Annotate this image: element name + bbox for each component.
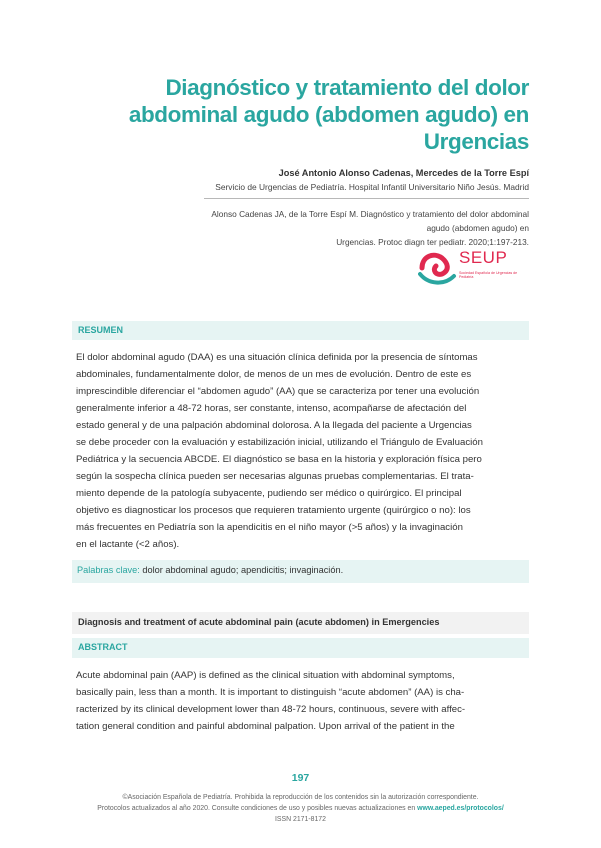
- page-number: 197: [291, 772, 310, 784]
- footer-update-text: Protocolos actualizados al año 2020. Consulte condiciones de uso y posibles nuevas actualizaciones en: [97, 805, 418, 812]
- keywords-label: Palabras clave:: [77, 565, 140, 575]
- resumen-heading: RESUMEN: [72, 321, 529, 340]
- resumen-line: en el lactante (<2 años).: [76, 539, 180, 550]
- abstract-line: tation general condition and painful abdominal palpation. Upon arrival of the patient in the: [76, 721, 455, 732]
- abstract-line: racterized by its clinical development lower than 48-72 hours, continuous, severe with affec-: [76, 704, 466, 715]
- affiliation: Servicio de Urgencias de Pediatría. Hospital Infantil Universitario Niño Jesús. Madrid: [215, 182, 529, 192]
- abstract-band: [72, 638, 529, 658]
- title-line: abdominal agudo (abdomen agudo) en: [128, 102, 529, 127]
- article-title: [89, 74, 529, 155]
- header-divider: [204, 198, 529, 199]
- footer-update: [0, 805, 601, 812]
- resumen-line: imprescindible diferenciar el “abdomen agudo” (AA) que se caracteriza por tener una evolución: [76, 386, 480, 397]
- resumen-line: se debe proceder con la evaluación y estabilización inicial, utilizando el Triángulo de Evaluación: [76, 437, 483, 448]
- resumen-section: [72, 321, 529, 340]
- title-line: Diagnóstico y tratamiento del dolor: [165, 75, 529, 100]
- resumen-line: estado general y de una palpación abdominal dolorosa. A la llegada del paciente a Urgencias: [76, 420, 472, 431]
- keywords-text: dolor abdominal agudo; apendicitis; invaginación.: [142, 565, 344, 575]
- footer-copyright: ©Asociación Española de Pediatría. Prohibida la reproducción de los contenidos sin la autorización correspondiente.: [122, 794, 479, 801]
- resumen-body: [76, 349, 529, 553]
- citation-line: Alonso Cadenas JA, de la Torre Espí M. Diagnóstico y tratamiento del dolor abdominal agudo (abdomen agudo) en: [211, 209, 529, 233]
- keywords: [77, 565, 343, 575]
- logo-subtitle: Sociedad Española de Urgencias de Pediatría: [459, 271, 518, 280]
- abstract-heading: ABSTRACT: [78, 642, 128, 652]
- resumen-line: El dolor abdominal agudo (DAA) es una situación clínica definida por la presencia de síntomas: [76, 352, 478, 363]
- title-line: Urgencias: [423, 129, 529, 154]
- resumen-line: más frecuentes en Pediatría son la apendicitis en el niño mayor (>5 años) y la invaginación: [76, 522, 463, 533]
- citation-line: Urgencias. Protoc diagn ter pediatr. 2020;1:197-213.: [336, 237, 529, 247]
- footer-issn: ISSN 2171-8172: [275, 816, 326, 823]
- abstract-body: [76, 667, 529, 735]
- resumen-line: abdominales, fundamentalmente dolor, de menos de un mes de evolución. Dentro de este es: [76, 369, 472, 380]
- citation: [204, 207, 529, 249]
- abstract-line: basically pain, less than a month. It is important to distinguish “acute abdomen” (AA) is cha-: [76, 687, 465, 698]
- resumen-line: Pediátrica y la secuencia ABCDE. El diagnóstico se basa en la historia y exploración física pero: [76, 454, 482, 465]
- resumen-line: objetivo es diagnosticar los procesos que requieren tratamiento urgente (quirúrgico o no): los: [76, 505, 471, 516]
- logo-name: SEUP: [459, 248, 508, 267]
- authors: José Antonio Alonso Cadenas, Mercedes de la Torre Espí: [278, 168, 529, 178]
- resumen-line: generalmente inferior a 48-72 horas, ser constante, intenso, acompañarse de afectación del: [76, 403, 467, 414]
- resumen-line: miento depende de la patología subyacente, pudiendo ser médico o quirúrgico. El principal: [76, 488, 462, 499]
- english-title: Diagnosis and treatment of acute abdominal pain (acute abdomen) in Emergencies: [78, 617, 440, 627]
- abstract-line: Acute abdominal pain (AAP) is defined as the clinical situation with abdominal symptoms,: [76, 670, 455, 681]
- footer-link[interactable]: www.aeped.es/protocolos/: [417, 805, 504, 812]
- resumen-line: según la sospecha clínica pueden ser necesarias algunas pruebas complementarias. El trata-: [76, 471, 474, 482]
